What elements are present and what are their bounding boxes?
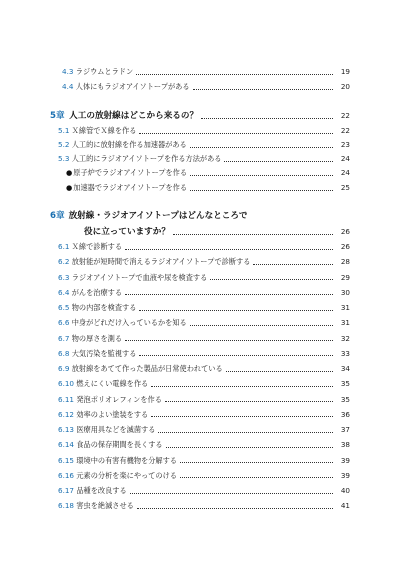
entry-number: 6.17: [58, 486, 75, 495]
toc-entry[interactable]: [0, 80, 401, 94]
entry-page: 32: [340, 333, 350, 343]
toc-entry[interactable]: [0, 362, 401, 376]
entry-page: 39: [340, 455, 350, 465]
chapter-page: 26: [340, 227, 350, 236]
entry-number: 6.9: [58, 364, 70, 373]
entry-title: 元素の分析を楽にやってのける: [76, 470, 177, 480]
entry-title: 効率のよい塗装をする: [76, 409, 149, 419]
dot-leader: [125, 340, 333, 341]
dot-leader: [193, 89, 333, 90]
entry-page: 36: [340, 409, 350, 419]
chapter-heading[interactable]: [0, 109, 401, 123]
entry-page: 23: [340, 140, 350, 149]
toc-entry[interactable]: [0, 138, 401, 152]
entry-title: 放射能が短時間で消えるラジオアイソトープで診断する: [71, 257, 251, 267]
bullet-icon: ●: [66, 183, 73, 192]
entry-title: ラジオアイソトープで血液や尿を検査する: [71, 272, 208, 282]
entry-page: 28: [340, 257, 350, 267]
entry-page: 31: [340, 303, 350, 312]
entry-title: 医療用具などを滅菌する: [76, 425, 156, 434]
entry-page: 34: [340, 364, 350, 373]
entry-number: 6.5: [58, 303, 70, 312]
dot-leader: [125, 249, 333, 250]
entry-number: 6.7: [58, 333, 70, 343]
chapter-number: 6章: [50, 211, 65, 221]
entry-page: 40: [340, 486, 350, 495]
dot-leader: [201, 118, 333, 119]
toc-entry[interactable]: [0, 65, 401, 79]
toc-entry[interactable]: [0, 255, 401, 269]
dot-leader: [151, 416, 333, 417]
toc-entry[interactable]: [0, 454, 401, 468]
dot-leader: [180, 477, 333, 478]
entry-title: 原子炉でラジオアイソトープを作る: [73, 168, 188, 177]
toc-entry[interactable]: [0, 301, 401, 315]
toc-entry[interactable]: [0, 377, 401, 391]
dot-leader: [139, 133, 333, 134]
toc-entry[interactable]: [0, 240, 401, 254]
entry-title: 品種を改良する: [76, 486, 127, 495]
entry-title: 中身がどれだけ入っているかを知る: [71, 318, 187, 328]
dot-leader: [190, 147, 333, 148]
toc-entry[interactable]: [0, 469, 401, 483]
entry-title: 環境中の有害有機物を分解する: [76, 455, 177, 465]
chapter-page: 22: [340, 111, 350, 120]
entry-title: 発泡ポリオレフィンを作る: [76, 394, 162, 404]
entry-page: 19: [340, 67, 350, 76]
entry-title: 燃えにくい電線を作る: [76, 379, 149, 389]
toc-entry[interactable]: [0, 438, 401, 452]
toc-entry[interactable]: [0, 347, 401, 361]
entry-page: 30: [340, 287, 350, 297]
entry-page: 38: [340, 440, 350, 450]
entry-page: 41: [340, 501, 350, 511]
entry-number: 6.15: [58, 455, 75, 465]
toc-entry[interactable]: [0, 499, 401, 513]
entry-number: 6.16: [58, 470, 75, 480]
toc-entry[interactable]: [0, 423, 401, 437]
chapter-title-continued: 役に立っていますか？: [84, 227, 170, 237]
dot-leader: [139, 355, 333, 356]
entry-page: 20: [340, 82, 350, 91]
toc-entry[interactable]: [0, 408, 401, 422]
chapter-heading-line2[interactable]: [0, 225, 401, 239]
entry-number: 4.3: [62, 67, 74, 76]
toc-entry[interactable]: [0, 316, 401, 330]
entry-title: ラジウムとラドン: [75, 67, 134, 76]
entry-number: 6.12: [58, 409, 75, 419]
toc-entry[interactable]: [0, 393, 401, 407]
chapter-heading[interactable]: [50, 210, 248, 222]
entry-number: 5.1: [58, 126, 70, 135]
chapter-title: 人工の放射線はどこから来るの？: [69, 111, 199, 121]
entry-title: Ｘ線で診断する: [71, 242, 123, 251]
entry-page: 33: [340, 348, 350, 358]
entry-number: 6.11: [58, 394, 75, 404]
entry-page: 24: [340, 168, 350, 177]
entry-title: 加速器でラジオアイソトープを作る: [73, 183, 188, 192]
entry-title: Ｘ線管でＸ線を作る: [71, 126, 137, 135]
entry-title: 食品の保存期間を長くする: [76, 440, 163, 450]
dot-leader: [136, 74, 333, 75]
entry-page: 26: [340, 242, 350, 251]
chapter-title: 放射線・ラジオアイソトープはどんなところで: [68, 211, 248, 221]
dot-leader: [166, 447, 333, 448]
entry-number: 6.6: [58, 318, 70, 328]
dot-leader: [180, 462, 333, 463]
entry-title: 物の内部を検査する: [71, 303, 137, 312]
entry-page: 37: [340, 425, 350, 434]
bullet-icon: ●: [66, 168, 73, 177]
entry-title: 人工的に放射線を作る加速器がある: [71, 140, 187, 149]
entry-number: 6.1: [58, 242, 70, 251]
entry-number: 6.14: [58, 440, 75, 450]
dot-leader: [139, 310, 333, 311]
toc-entry[interactable]: [0, 124, 401, 138]
dot-leader: [130, 493, 333, 494]
entry-number: 5.2: [58, 140, 70, 149]
entry-page: 22: [340, 126, 350, 135]
dot-leader: [151, 386, 333, 387]
entry-page: 29: [340, 272, 350, 282]
entry-page: 31: [340, 318, 350, 328]
entry-number: 6.8: [58, 348, 70, 358]
dot-leader: [173, 234, 333, 235]
dot-leader: [190, 325, 333, 326]
toc-subentry[interactable]: [0, 166, 401, 180]
toc-entry[interactable]: [0, 286, 401, 300]
entry-title: 害虫を絶滅させる: [76, 501, 134, 511]
chapter-number: 5章: [50, 111, 65, 121]
dot-leader: [165, 401, 333, 402]
dot-leader: [190, 175, 333, 176]
entry-number: 6.4: [58, 287, 70, 297]
dot-leader: [224, 161, 333, 162]
entry-title: 人体にもラジオアイソトープがある: [75, 82, 190, 91]
entry-page: 24: [340, 154, 350, 163]
entry-title: 物の厚さを測る: [71, 333, 123, 343]
entry-title: 人工的にラジオアイソトープを作る方法がある: [71, 154, 222, 163]
dot-leader: [226, 371, 333, 372]
entry-number: 4.4: [62, 82, 74, 91]
entry-number: 5.3: [58, 154, 70, 163]
toc-subentry[interactable]: [0, 181, 401, 195]
entry-number: 6.3: [58, 272, 70, 282]
dot-leader: [125, 294, 333, 295]
entry-page: 35: [340, 394, 350, 404]
entry-page: 39: [340, 470, 350, 480]
toc-entry[interactable]: [0, 271, 401, 285]
toc-entry[interactable]: [0, 332, 401, 346]
entry-title: 放射線をあてて作った製品が日常使われている: [71, 364, 223, 373]
entry-number: 6.18: [58, 501, 75, 511]
toc-entry[interactable]: [0, 152, 401, 166]
entry-number: 6.2: [58, 257, 70, 267]
dot-leader: [253, 264, 333, 265]
dot-leader: [210, 279, 333, 280]
entry-page: 25: [340, 183, 350, 192]
toc-entry[interactable]: [0, 484, 401, 498]
dot-leader: [190, 190, 333, 191]
dot-leader: [158, 432, 333, 433]
entry-title: 大気汚染を監視する: [71, 348, 137, 358]
dot-leader: [137, 508, 333, 509]
entry-title: がんを治療する: [71, 287, 123, 297]
entry-number: 6.13: [58, 425, 75, 434]
entry-page: 35: [340, 379, 350, 389]
entry-number: 6.10: [58, 379, 75, 389]
